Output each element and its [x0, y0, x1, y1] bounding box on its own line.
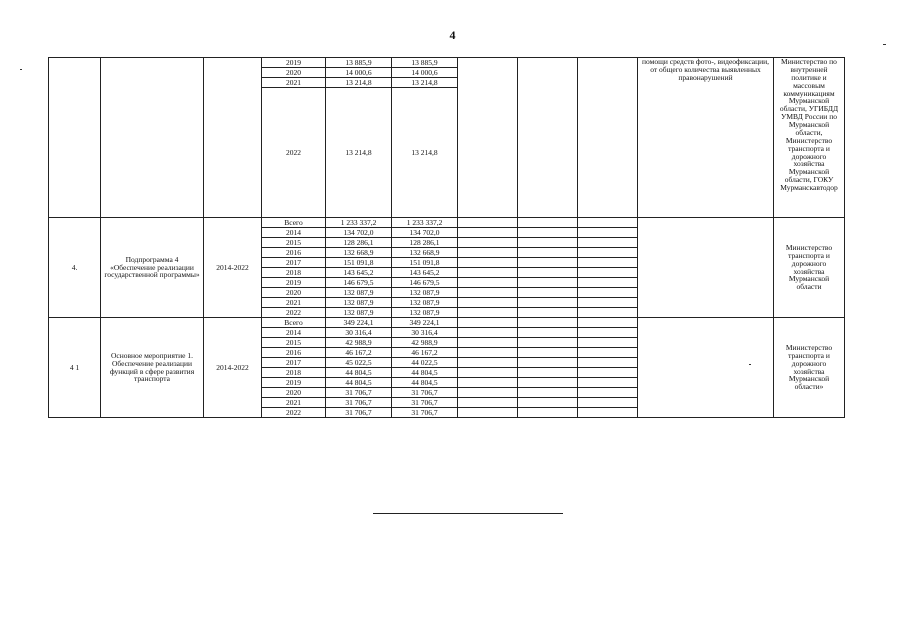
empty-cell	[458, 328, 518, 338]
empty-cell	[578, 288, 638, 298]
total-cell: 13 214,8	[326, 88, 392, 218]
empty-cell	[458, 308, 518, 318]
empty-cell	[458, 288, 518, 298]
empty-cell	[578, 348, 638, 358]
executor-cell: Министерство транспорта и дорожного хозяйства Мурманской области»	[774, 318, 845, 418]
empty-cell	[518, 258, 578, 268]
regional-budget-cell: 44 022,5	[392, 358, 458, 368]
year-cell: 2020	[262, 68, 326, 78]
total-cell: 132 087,9	[326, 298, 392, 308]
regional-budget-cell: 31 706,7	[392, 398, 458, 408]
empty-cell	[518, 388, 578, 398]
regional-budget-cell: 132 668,9	[392, 248, 458, 258]
indicator-cell: помощи средств фото-, видеофиксации, от общего количества выявленных правонарушений	[638, 58, 774, 218]
scan-speck	[883, 44, 886, 45]
empty-cell	[458, 248, 518, 258]
empty-cell	[578, 358, 638, 368]
empty-cell	[578, 308, 638, 318]
empty-cell	[518, 358, 578, 368]
regional-budget-cell: 13 885,9	[392, 58, 458, 68]
row-number-cell: 4 1	[49, 318, 101, 418]
total-cell: 44 804,5	[326, 368, 392, 378]
scan-speck	[20, 69, 22, 70]
empty-cell	[458, 238, 518, 248]
regional-budget-cell: 42 988,9	[392, 338, 458, 348]
empty-cell	[518, 398, 578, 408]
program-table	[48, 57, 845, 418]
year-cell: 2019	[262, 378, 326, 388]
total-cell: 151 091,8	[326, 258, 392, 268]
empty-cell	[578, 408, 638, 418]
regional-budget-cell: 46 167,2	[392, 348, 458, 358]
page-number: 4	[449, 28, 456, 42]
regional-budget-cell: 146 679,5	[392, 278, 458, 288]
empty-cell	[578, 318, 638, 328]
year-cell: 2018	[262, 368, 326, 378]
total-cell: 143 645,2	[326, 268, 392, 278]
year-cell: 2021	[262, 398, 326, 408]
regional-budget-cell: 13 214,8	[392, 88, 458, 218]
indicator-cell	[638, 218, 774, 318]
empty-cell	[458, 278, 518, 288]
regional-budget-cell: 132 087,9	[392, 298, 458, 308]
total-cell: 134 702,0	[326, 228, 392, 238]
empty-cell	[578, 258, 638, 268]
empty-cell	[518, 298, 578, 308]
row-number-cell: 4.	[49, 218, 101, 318]
year-cell: 2021	[262, 78, 326, 88]
table-row	[49, 218, 845, 228]
executor-cell: Министерство транспорта и дорожного хозяйства Мурманской области	[774, 218, 845, 318]
empty-cell	[578, 378, 638, 388]
empty-cell	[518, 348, 578, 358]
regional-budget-cell: 151 091,8	[392, 258, 458, 268]
total-cell: 45 022,5	[326, 358, 392, 368]
total-cell: 31 706,7	[326, 388, 392, 398]
total-cell: 46 167,2	[326, 348, 392, 358]
period-cell	[204, 58, 262, 218]
empty-cell	[458, 318, 518, 328]
year-cell: 2022	[262, 408, 326, 418]
empty-cell	[578, 368, 638, 378]
total-cell: 132 087,9	[326, 308, 392, 318]
name-cell: Основное мероприятие 1. Обеспечение реализации функций в сфере развития транспорта	[101, 318, 204, 418]
year-cell: 2019	[262, 58, 326, 68]
empty-cell	[578, 278, 638, 288]
empty-cell	[578, 238, 638, 248]
empty-cell	[518, 228, 578, 238]
empty-cell	[578, 298, 638, 308]
regional-budget-cell: 132 087,9	[392, 288, 458, 298]
total-cell: 44 804,5	[326, 378, 392, 388]
empty-cell	[518, 368, 578, 378]
empty-cell	[458, 58, 518, 218]
regional-budget-cell: 44 804,5	[392, 368, 458, 378]
table-row	[49, 58, 845, 68]
regional-budget-cell: 1 233 337,2	[392, 218, 458, 228]
regional-budget-cell: 30 316,4	[392, 328, 458, 338]
regional-budget-cell: 134 702,0	[392, 228, 458, 238]
total-cell: 146 679,5	[326, 278, 392, 288]
empty-cell	[578, 328, 638, 338]
year-cell: 2018	[262, 268, 326, 278]
year-cell: 2017	[262, 358, 326, 368]
regional-budget-cell: 44 804,5	[392, 378, 458, 388]
name-cell	[101, 58, 204, 218]
empty-cell	[518, 278, 578, 288]
total-cell: 128 286,1	[326, 238, 392, 248]
total-cell: 30 316,4	[326, 328, 392, 338]
year-cell: 2014	[262, 328, 326, 338]
empty-cell	[458, 378, 518, 388]
year-cell: 2015	[262, 238, 326, 248]
empty-cell	[578, 398, 638, 408]
period-cell: 2014-2022	[204, 218, 262, 318]
total-cell: 132 668,9	[326, 248, 392, 258]
empty-cell	[518, 338, 578, 348]
total-cell: 31 706,7	[326, 398, 392, 408]
regional-budget-cell: 349 224,1	[392, 318, 458, 328]
year-cell: Всего	[262, 218, 326, 228]
empty-cell	[458, 218, 518, 228]
empty-cell	[578, 58, 638, 218]
empty-cell	[458, 358, 518, 368]
empty-cell	[458, 398, 518, 408]
empty-cell	[458, 348, 518, 358]
indicator-cell	[638, 318, 774, 418]
executor-cell: Министерство по внутренней политике и массовым коммуникациям Мурманской области, УГИБДД УМВД России по Мурманской области, Министерство транспорта и дорожного хозяйства Мурманской области, ГОКУ Мурманскавтодор	[774, 58, 845, 218]
row-number-cell	[49, 58, 101, 218]
year-cell: 2022	[262, 308, 326, 318]
regional-budget-cell: 31 706,7	[392, 388, 458, 398]
empty-cell	[518, 288, 578, 298]
regional-budget-cell: 31 706,7	[392, 408, 458, 418]
regional-budget-cell: 143 645,2	[392, 268, 458, 278]
year-cell: 2016	[262, 248, 326, 258]
empty-cell	[518, 218, 578, 228]
year-cell: 2020	[262, 388, 326, 398]
empty-cell	[458, 228, 518, 238]
empty-cell	[518, 248, 578, 258]
total-cell: 132 087,9	[326, 288, 392, 298]
period-cell: 2014-2022	[204, 318, 262, 418]
empty-cell	[578, 228, 638, 238]
total-cell: 42 988,9	[326, 338, 392, 348]
empty-cell	[518, 238, 578, 248]
regional-budget-cell: 128 286,1	[392, 238, 458, 248]
total-cell: 13 214,8	[326, 78, 392, 88]
empty-cell	[578, 338, 638, 348]
year-cell: 2019	[262, 278, 326, 288]
year-cell: 2016	[262, 348, 326, 358]
regional-budget-cell: 132 087,9	[392, 308, 458, 318]
empty-cell	[518, 268, 578, 278]
regional-budget-cell: 13 214,8	[392, 78, 458, 88]
total-cell: 31 706,7	[326, 408, 392, 418]
total-cell: 349 224,1	[326, 318, 392, 328]
empty-cell	[578, 268, 638, 278]
regional-budget-cell: 14 000,6	[392, 68, 458, 78]
year-cell: 2020	[262, 288, 326, 298]
total-cell: 1 233 337,2	[326, 218, 392, 228]
empty-cell	[578, 248, 638, 258]
empty-cell	[518, 378, 578, 388]
empty-cell	[578, 388, 638, 398]
year-cell: 2015	[262, 338, 326, 348]
empty-cell	[458, 258, 518, 268]
empty-cell	[458, 268, 518, 278]
year-cell: 2014	[262, 228, 326, 238]
year-cell: 2021	[262, 298, 326, 308]
empty-cell	[458, 368, 518, 378]
empty-cell	[518, 308, 578, 318]
year-cell: Всего	[262, 318, 326, 328]
table-row	[49, 318, 845, 328]
empty-cell	[578, 218, 638, 228]
empty-cell	[518, 328, 578, 338]
empty-cell	[458, 408, 518, 418]
total-cell: 13 885,9	[326, 58, 392, 68]
empty-cell	[518, 408, 578, 418]
end-of-table-rule	[373, 513, 563, 514]
empty-cell	[518, 58, 578, 218]
name-cell: Подпрограмма 4 «Обеспечение реализации государственной программы»	[101, 218, 204, 318]
empty-cell	[518, 318, 578, 328]
empty-cell	[458, 388, 518, 398]
year-cell: 2017	[262, 258, 326, 268]
year-cell: 2022	[262, 88, 326, 218]
empty-cell	[458, 298, 518, 308]
total-cell: 14 000,6	[326, 68, 392, 78]
empty-cell	[458, 338, 518, 348]
